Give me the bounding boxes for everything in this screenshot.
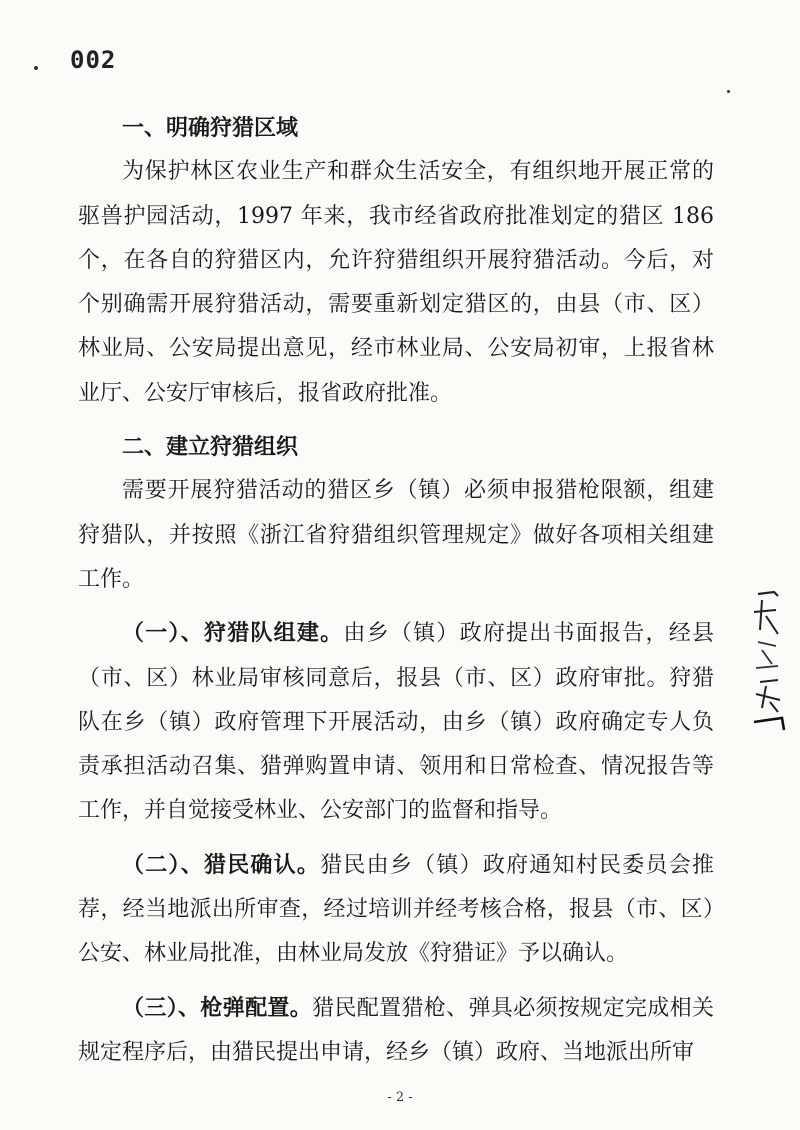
page-number: - 2 - bbox=[387, 1090, 413, 1105]
paragraph-text: 猎民配置猎枪、弹具必须按规定完成相关规定程序后，由猎民提出申请，经乡（镇）政府、当地派出所审 bbox=[78, 995, 714, 1065]
margin-seal-mark bbox=[748, 590, 788, 740]
paragraph-lead: （二）、猎民确认。 bbox=[122, 851, 321, 878]
paragraph-lead: （三）、枪弹配置。 bbox=[122, 994, 313, 1021]
document-body bbox=[78, 106, 714, 1084]
section-heading: 二、建立狩猎组织 bbox=[122, 434, 299, 461]
paragraph bbox=[78, 611, 714, 833]
document-number: 002 bbox=[70, 46, 117, 74]
paragraph-text: 由乡（镇）政府提出书面报告，经县（市、区）林业局审核同意后，报县（市、区）政府审批。狩猎队在乡（镇）政府管理下开展活动，由乡（镇）政府确定专人负责承担活动召集、猎弹购置申请、领用和日常检查、情况报告等工作，并自觉接受林业、公安部门的监督和指导。 bbox=[78, 621, 714, 824]
scan-speck bbox=[34, 66, 38, 70]
paragraph-lead: （一）、狩猎队组建。 bbox=[122, 620, 344, 647]
section-heading: 一、明确狩猎区域 bbox=[122, 115, 299, 141]
paragraph: 需要开展狩猎活动的猎区乡（镇）必须申报猎枪限额，组建狩猎队，并按照《浙江省狩猎组织管理规定》做好各项相关组建工作。 bbox=[78, 478, 714, 592]
paragraph: 为保护林区农业生产和群众生活安全，有组织地开展正常的驱兽护园活动，1997 年来，我市经省政府批准划定的猎区 186 个，在各自的狩猎区内，允许狩猎组织开展狩猎活动。今后，对个别确需开展狩猎活动，需要重新划定猎区的，由县（市、区）林业局、公安局提出意见，经市林业局、公安局初审，上报省林业厅、公安厅审核后，报省政府批准。 bbox=[78, 159, 714, 406]
paragraph bbox=[78, 986, 714, 1076]
scan-speck bbox=[727, 90, 730, 93]
paragraph-text: 猎民由乡（镇）政府通知村民委员会推荐，经当地派出所审查，经过培训并经考核合格，报县（市、区）公安、林业局批准，由林业局发放《狩猎证》予以确认。 bbox=[78, 852, 714, 967]
paragraph bbox=[78, 843, 714, 977]
